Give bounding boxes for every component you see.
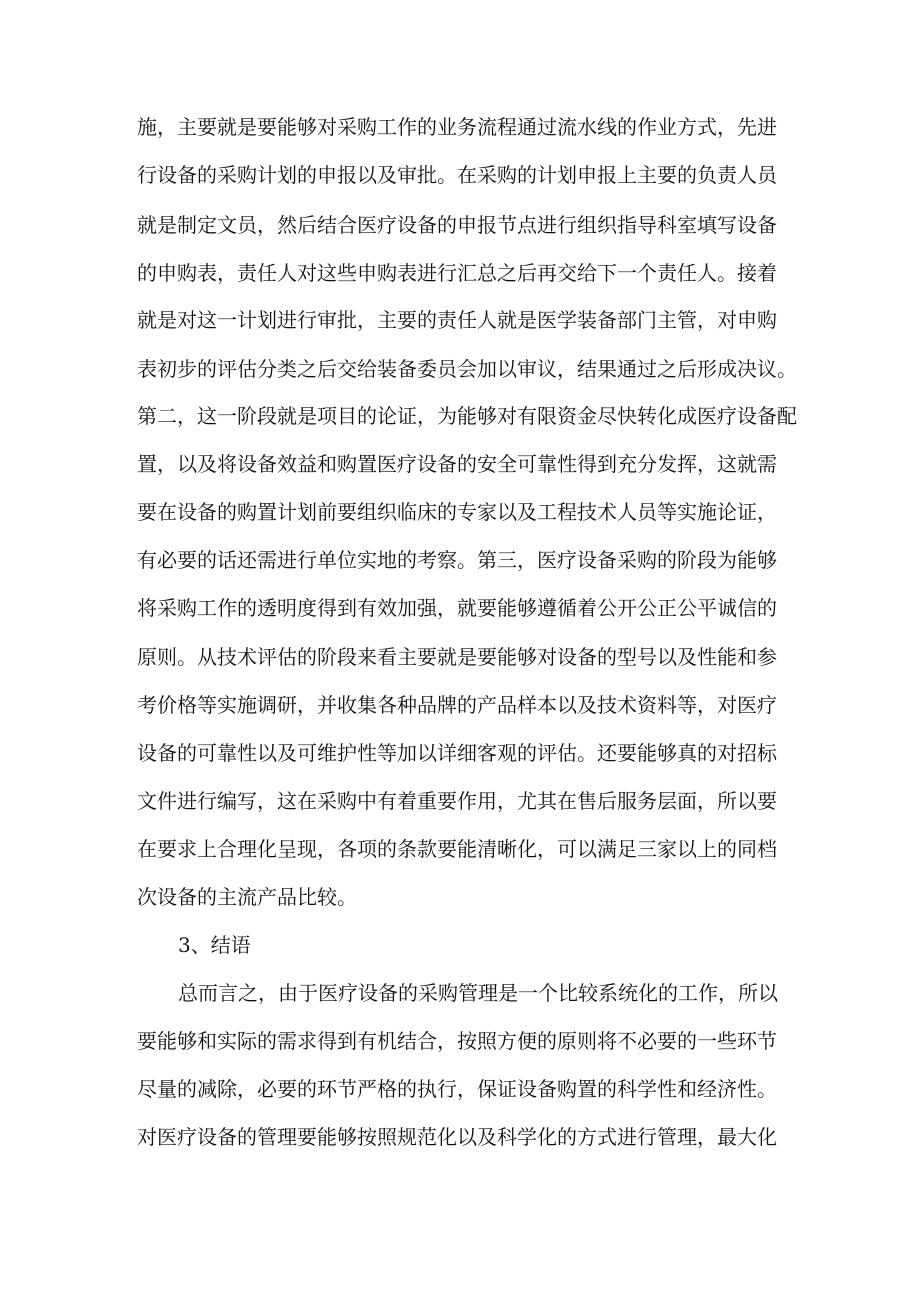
paragraph-line: 表初步的评估分类之后交给装备委员会加以审议，结果通过之后形成决议。 [137,357,797,381]
paragraph-line: 文件进行编写，这在采购中有着重要作用，尤其在售后服务层面，所以要 [137,789,777,813]
paragraph-line: 尽量的减除，必要的环节严格的执行，保证设备购置的科学性和经济性。 [137,1077,777,1101]
paragraph-line: 在要求上合理化呈现，各项的条款要能清晰化，可以满足三家以上的同档 [137,837,777,861]
paragraph-line: 总而言之，由于医疗设备的采购管理是一个比较系统化的工作，所以 [178,981,778,1005]
paragraph-line: 要能够和实际的需求得到有机结合，按照方便的原则将不必要的一些环节 [137,1029,777,1053]
paragraph-line: 就是制定文员，然后结合医疗设备的申报节点进行组织指导科室填写设备 [137,213,777,237]
paragraph-line: 施，主要就是要能够对采购工作的业务流程通过流水线的作业方式，先进 [137,115,777,139]
paragraph-line: 第二，这一阶段就是项目的论证，为能够对有限资金尽快转化成医疗设备配 [137,404,797,428]
section-heading: 3、结语 [178,933,251,957]
paragraph-line: 就是对这一计划进行审批，主要的责任人就是医学装备部门主管，对申购 [137,308,777,332]
paragraph-line: 行设备的采购计划的申报以及审批。在采购的计划申报上主要的负责人员 [137,163,777,187]
paragraph-line: 置，以及将设备效益和购置医疗设备的安全可靠性得到充分发挥，这就需 [137,452,777,476]
paragraph-line: 将采购工作的透明度得到有效加强，就要能够遵循着公开公正公平诚信的 [137,596,777,620]
paragraph-line: 对医疗设备的管理要能够按照规范化以及科学化的方式进行管理，最大化 [137,1125,777,1149]
paragraph-line: 考价格等实施调研，并收集各种品牌的产品样本以及技术资料等，对医疗 [137,693,777,717]
paragraph-line: 设备的可靠性以及可维护性等加以详细客观的评估。还要能够真的对招标 [137,741,777,765]
paragraph-line: 要在设备的购置计划前要组织临床的专家以及工程技术人员等实施论证， [137,500,777,524]
paragraph-line: 的申购表，责任人对这些申购表进行汇总之后再交给下一个责任人。接着 [137,261,777,285]
paragraph-line: 原则。从技术评估的阶段来看主要就是要能够对设备的型号以及性能和参 [137,645,777,669]
paragraph-line: 有必要的话还需进行单位实地的考察。第三，医疗设备采购的阶段为能够 [137,548,777,572]
paragraph-line: 次设备的主流产品比较。 [137,885,357,909]
